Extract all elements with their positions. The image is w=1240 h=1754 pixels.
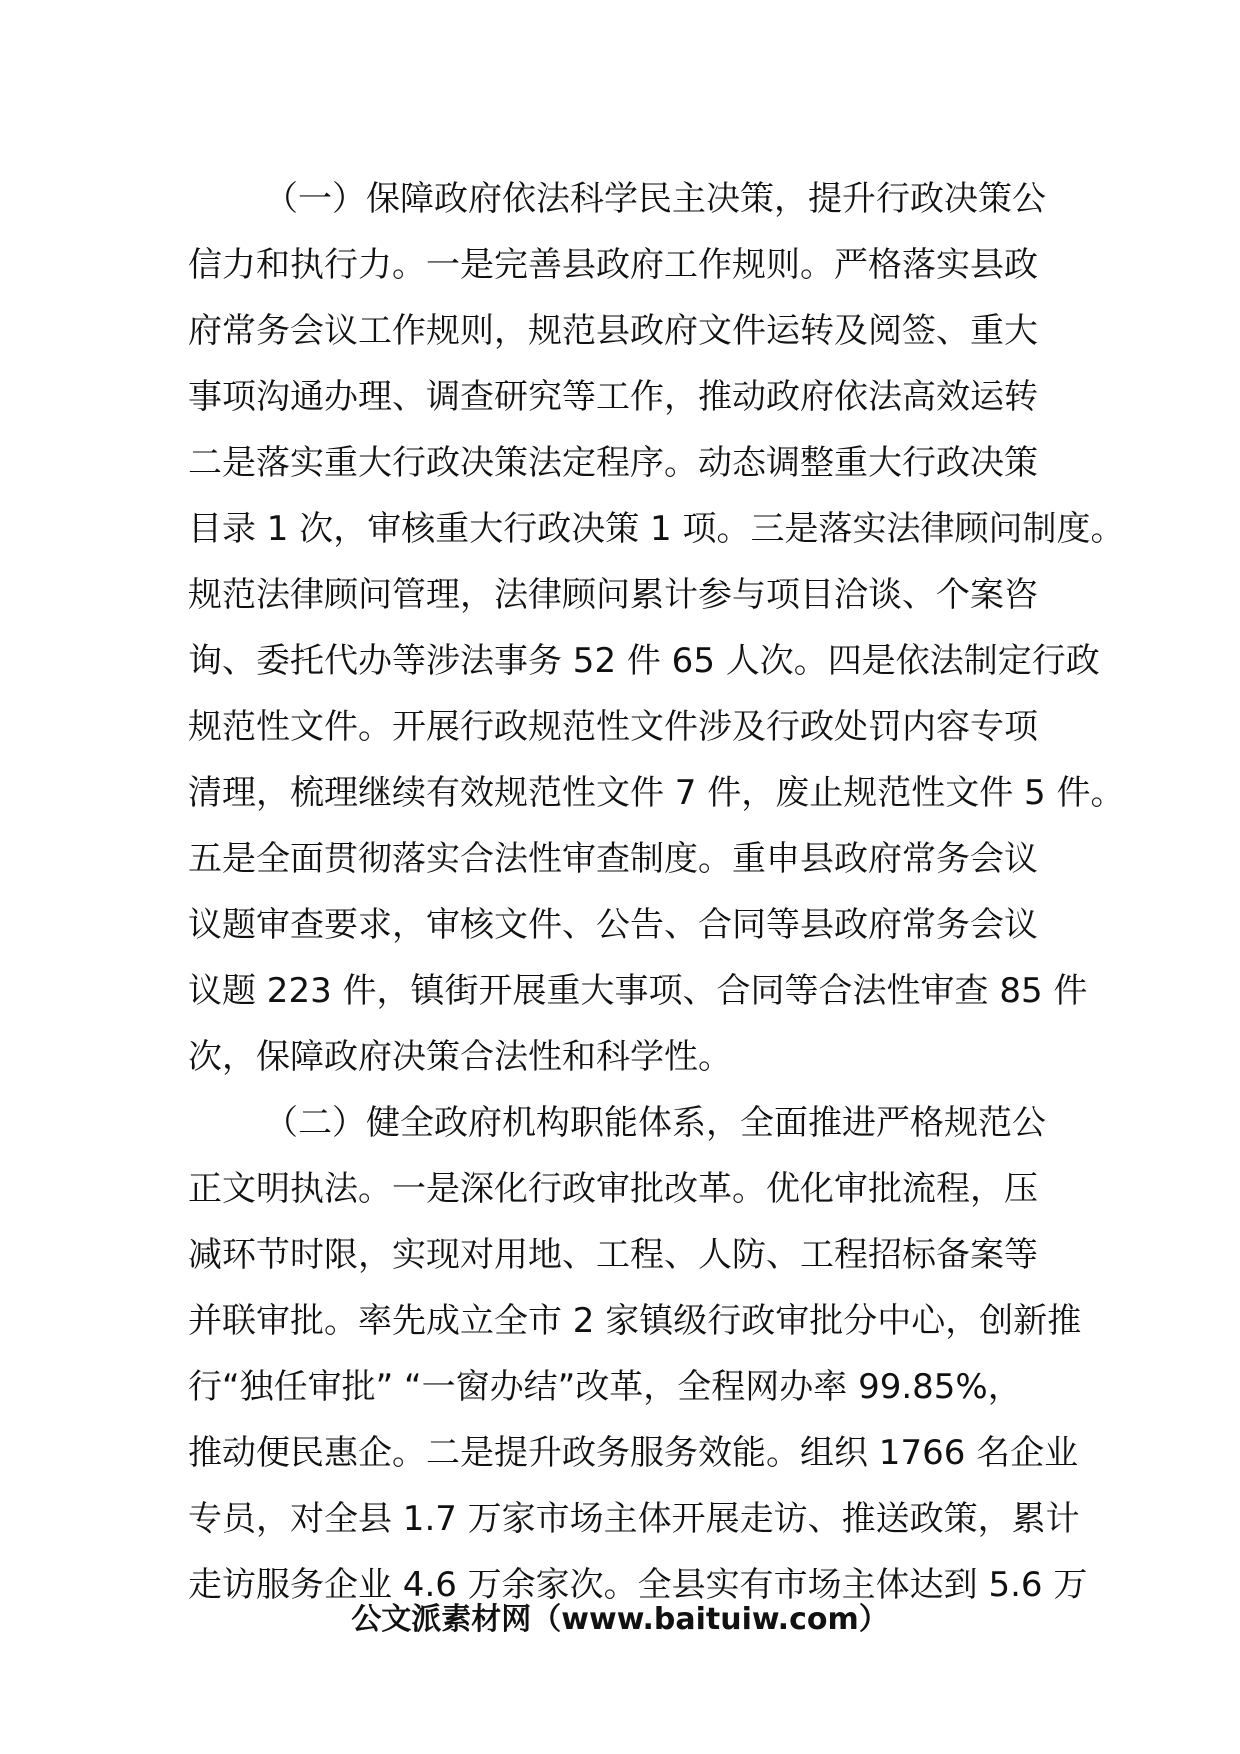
document-body (188, 166, 1125, 1618)
paragraph-line: 议题审查要求，审核文件、公告、合同等县政府常务会议 (188, 905, 1038, 945)
paragraph-line: 五是全面贯彻落实合法性审查制度。重申县政府常务会议 (188, 839, 1038, 879)
paragraph-line: 走访服务企业 4.6 万余家次。全县实有市场主体达到 5.6 万 (188, 1565, 1088, 1605)
paragraph-line: （一）保障政府依法科学民主决策，提升行政决策公 (264, 179, 1046, 219)
paragraph-line: 减环节时限，实现对用地、工程、人防、工程招标备案等 (188, 1235, 1038, 1275)
footer-watermark: 公文派素材网（www.baituiw.com） (351, 1602, 889, 1637)
paragraph-line: 询、委托代办等涉法事务 52 件 65 人次。四是依法制定行政 (188, 641, 1100, 681)
paragraph-line: 清理，梳理继续有效规范性文件 7 件，废止规范性文件 5 件。 (188, 773, 1125, 813)
paragraph-line: 事项沟通办理、调查研究等工作，推动政府依法高效运转 (188, 377, 1038, 417)
paragraph-line: 并联审批。率先成立全市 2 家镇级行政审批分中心，创新推 (188, 1301, 1082, 1341)
paragraph-line: 规范法律顾问管理，法律顾问累计参与项目洽谈、个案咨 (188, 575, 1038, 615)
paragraph-line: （二）健全政府机构职能体系，全面推进严格规范公 (264, 1103, 1046, 1143)
paragraph-line: 规范性文件。开展行政规范性文件涉及行政处罚内容专项 (188, 707, 1038, 747)
paragraph-line: 行“独任审批” “一窗办结”改革，全程网办率 99.85%， (188, 1367, 1022, 1407)
paragraph-line: 次，保障政府决策合法性和科学性。 (188, 1037, 732, 1077)
paragraph-line: 议题 223 件，镇街开展重大事项、合同等合法性审查 85 件 (188, 971, 1088, 1011)
paragraph-line: 推动便民惠企。二是提升政务服务效能。组织 1766 名企业 (188, 1433, 1079, 1473)
paragraph-line: 专员，对全县 1.7 万家市场主体开展走访、推送政策，累计 (188, 1499, 1080, 1539)
paragraph-line: 府常务会议工作规则，规范县政府文件运转及阅签、重大 (188, 311, 1038, 351)
paragraph-line: 正文明执法。一是深化行政审批改革。优化审批流程，压 (188, 1169, 1038, 1209)
paragraph-line: 信力和执行力。一是完善县政府工作规则。严格落实县政 (188, 245, 1038, 285)
paragraph-line: 目录 1 次，审核重大行政决策 1 项。三是落实法律顾问制度。 (188, 509, 1125, 549)
paragraph-line: 二是落实重大行政决策法定程序。动态调整重大行政决策 (188, 443, 1038, 483)
